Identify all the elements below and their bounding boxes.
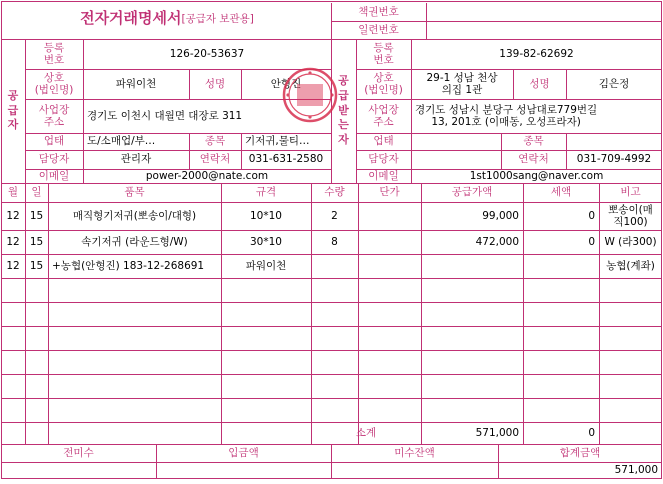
company-seal bbox=[282, 67, 338, 123]
table-row-0-cell-0: 12 bbox=[6, 209, 20, 222]
buyer-address: 경기도 성남시 분당구 성남대로779번길 13, 201호 (이매동, 오성프라자) bbox=[415, 103, 598, 128]
grid-line bbox=[1, 278, 662, 279]
side-char: 급 bbox=[7, 103, 19, 117]
table-header-6: 공급가액 bbox=[451, 186, 493, 199]
buyer-reg-no-label: 등록 번호 bbox=[373, 41, 394, 66]
supplier-address-label: 사업장 주소 bbox=[38, 103, 70, 128]
table-header-5: 단가 bbox=[379, 186, 400, 199]
buyer-reg-no: 139-82-62692 bbox=[499, 47, 574, 60]
title-sub: [공급자 보관용] bbox=[181, 12, 254, 25]
table-row-1-cell-5 bbox=[358, 230, 421, 254]
subtotal-supply: 571,000 bbox=[475, 426, 519, 439]
grid-line bbox=[1, 326, 662, 327]
buyer-manager-label: 담당자 bbox=[368, 153, 399, 166]
grid-line bbox=[566, 69, 567, 99]
table-row-1-cell-4: 8 bbox=[331, 235, 338, 248]
supplier-reg-no: 126-20-53637 bbox=[169, 47, 245, 60]
grid-line bbox=[241, 69, 242, 99]
table-row-0-cell-2: 매직형기저귀(뽀송이/대형) bbox=[72, 209, 197, 222]
supplier-biz-type-label: 업태 bbox=[43, 135, 65, 148]
serial-no-label: 일련번호 bbox=[358, 23, 399, 36]
supplier-phone-label: 연락처 bbox=[199, 153, 231, 166]
table-row-1-cell-7: 0 bbox=[588, 235, 595, 248]
grid-line bbox=[513, 69, 514, 99]
supplier-email-label: 이메일 bbox=[38, 169, 70, 182]
supplier-phone: 031-631-2580 bbox=[248, 153, 324, 166]
grid-line bbox=[1, 462, 662, 463]
supplier-name-label: 상호 (법인명) bbox=[34, 71, 74, 96]
book-no-value bbox=[426, 3, 662, 21]
supplier-manager: 관리자 bbox=[120, 153, 152, 166]
table-row-1-cell-0: 12 bbox=[6, 235, 20, 248]
table-header-8: 비고 bbox=[620, 186, 641, 199]
table-row-0-cell-7: 0 bbox=[588, 209, 595, 222]
buyer-phone: 031-709-4992 bbox=[576, 153, 652, 166]
supplier-email: power-2000@nate.com bbox=[145, 169, 269, 182]
received-label: 입금액 bbox=[228, 446, 259, 459]
table-row-0-cell-8: 뽀송이(매 직100) bbox=[608, 203, 653, 228]
supplier-reg-no-label: 등록 번호 bbox=[43, 41, 65, 66]
table-row-0-cell-3: 10*10 bbox=[250, 209, 282, 222]
buyer-email-label: 이메일 bbox=[368, 169, 399, 182]
table-row-2-cell-6 bbox=[421, 254, 523, 278]
supplier-address: 경기도 이천시 대월면 대장로 311 bbox=[87, 109, 243, 122]
table-row-0-cell-4: 2 bbox=[331, 209, 338, 222]
serial-no-value bbox=[426, 21, 662, 39]
grid-line bbox=[1, 374, 662, 375]
side-char: 자 bbox=[7, 118, 19, 132]
grid-line bbox=[1, 302, 662, 303]
buyer-rep-label: 성명 bbox=[529, 77, 550, 90]
grid-line bbox=[1, 350, 662, 351]
buyer-biz-type bbox=[411, 133, 501, 150]
buyer-phone-label: 연락처 bbox=[518, 153, 549, 166]
side-char: 공 bbox=[7, 88, 19, 102]
table-row-1-cell-6: 472,000 bbox=[475, 235, 519, 248]
unpaid-balance-label: 미수잔액 bbox=[394, 446, 435, 459]
side-char: 급 bbox=[338, 88, 349, 102]
table-row-2-cell-5 bbox=[358, 254, 421, 278]
table-header-7: 세액 bbox=[550, 186, 572, 199]
buyer-biz-item bbox=[566, 133, 662, 150]
side-char: 자 bbox=[338, 133, 349, 147]
table-row-2-cell-4 bbox=[311, 254, 358, 278]
grid-line bbox=[189, 69, 190, 99]
table-row-1-cell-3: 30*10 bbox=[250, 235, 282, 248]
side-char: 받 bbox=[338, 103, 349, 117]
table-row-1-cell-2: 속기저귀 (라운드형/W) bbox=[81, 235, 188, 248]
table-header-3: 규격 bbox=[255, 186, 277, 199]
title-main: 전자거래명세서 bbox=[80, 9, 182, 28]
table-row-2-cell-0: 12 bbox=[6, 259, 20, 272]
table-row-0-cell-6: 99,000 bbox=[482, 209, 519, 222]
supplier-biz-item-label: 종목 bbox=[204, 135, 226, 148]
table-row-2-cell-3: 파워이천 bbox=[245, 259, 287, 272]
buyer-address-label: 사업장 주소 bbox=[368, 103, 399, 128]
prev-unpaid bbox=[1, 462, 156, 479]
table-row-2-cell-1: 15 bbox=[29, 259, 44, 272]
table-row-2-cell-2: +농협(안형진) 183-12-268691 bbox=[52, 259, 205, 272]
table-row-0-cell-5 bbox=[358, 202, 421, 230]
table-row-1-cell-8: W (라300) bbox=[604, 235, 657, 248]
table-row-2-cell-7 bbox=[523, 254, 599, 278]
prev-unpaid-label: 전미수 bbox=[63, 446, 94, 459]
table-header-2: 품목 bbox=[124, 186, 145, 199]
table-row-0-cell-1: 15 bbox=[29, 209, 44, 222]
buyer-email: 1st1000sang@naver.com bbox=[469, 169, 604, 182]
supplier-biz-type: 도/소매업/부… bbox=[87, 135, 156, 148]
grid-line bbox=[426, 3, 427, 39]
table-header-1: 일 bbox=[31, 186, 42, 199]
supplier-name: 파워이천 bbox=[115, 77, 157, 90]
document-title bbox=[3, 3, 331, 35]
subtotal-label: 소계 bbox=[355, 426, 377, 439]
buyer-name-label: 상호 (법인명) bbox=[364, 71, 403, 96]
supplier-biz-item: 기저귀,물티… bbox=[245, 135, 310, 148]
grand-total: 571,000 bbox=[614, 464, 658, 477]
side-char: 공 bbox=[338, 73, 349, 87]
received bbox=[156, 462, 331, 479]
table-row-2-cell-8: 농협(계좌) bbox=[606, 259, 655, 272]
table-header-4: 수량 bbox=[324, 186, 345, 199]
unpaid-balance bbox=[331, 462, 498, 479]
grid-line bbox=[1, 398, 662, 399]
buyer-manager bbox=[411, 150, 501, 169]
buyer-biz-type-label: 업태 bbox=[373, 135, 394, 148]
side-char: 는 bbox=[338, 118, 349, 132]
supplier-rep: 안형진 bbox=[270, 77, 302, 90]
table-header-0: 월 bbox=[7, 186, 19, 199]
supplier-rep-label: 성명 bbox=[204, 77, 226, 90]
book-no-label: 책권번호 bbox=[358, 5, 399, 18]
grand-total-label: 합계금액 bbox=[559, 446, 601, 459]
supplier-manager-label: 담당자 bbox=[38, 153, 70, 166]
supplier-side-label bbox=[1, 39, 25, 183]
buyer-name: 29-1 성남 천상 의집 1관 bbox=[426, 71, 498, 96]
buyer-biz-item-label: 종목 bbox=[523, 135, 544, 148]
buyer-rep: 김은정 bbox=[598, 77, 630, 90]
table-row-1-cell-1: 15 bbox=[29, 235, 44, 248]
subtotal-tax: 0 bbox=[588, 426, 595, 439]
